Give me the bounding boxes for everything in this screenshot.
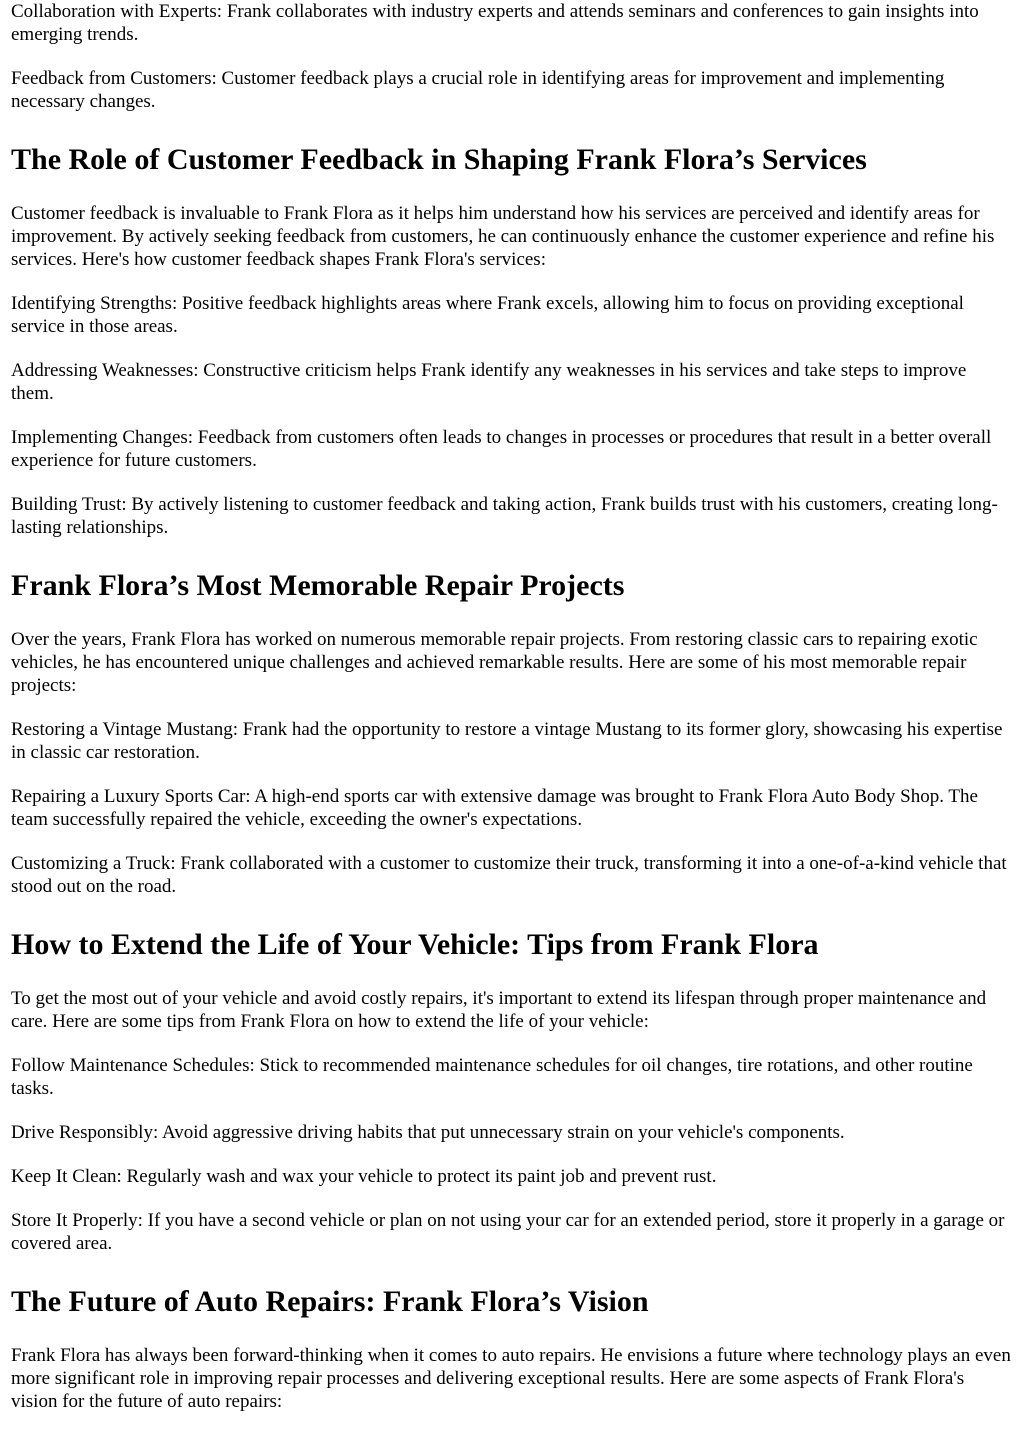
paragraph-building-trust: Building Trust: By actively listening to customer feedback and taking action, Frank builds trust with his customers, creating long-lasting relationships. — [11, 494, 998, 538]
paragraph-identifying-strengths: Identifying Strengths: Positive feedback highlights areas where Frank excels, allowing him to focus on providing exceptional service in those areas. — [11, 293, 964, 337]
heading-extend-vehicle-life: How to Extend the Life of Your Vehicle: Tips from Frank Flora — [11, 928, 819, 961]
paragraph-drive-responsibly: Drive Responsibly: Avoid aggressive driving habits that put unnecessary strain on your vehicle's components. — [11, 1122, 845, 1143]
paragraph-customizing-truck: Customizing a Truck: Frank collaborated with a customer to customize their truck, transforming it into a one-of-a-kind vehicle that stood out on the road. — [11, 853, 1007, 897]
paragraph-tips-intro: To get the most out of your vehicle and avoid costly repairs, it's important to extend its lifespan through proper maintenance and care. Here are some tips from Frank Flora on how to extend the life of your vehicle: — [11, 988, 987, 1032]
heading-customer-feedback: The Role of Customer Feedback in Shaping Frank Flora’s Services — [11, 143, 867, 176]
paragraph-vintage-mustang: Restoring a Vintage Mustang: Frank had the opportunity to restore a vintage Mustang to its former glory, showcasing his expertise in classic car restoration. — [11, 719, 1003, 763]
paragraph-keep-it-clean: Keep It Clean: Regularly wash and wax your vehicle to protect its paint job and prevent rust. — [11, 1166, 717, 1187]
heading-future-of-auto-repairs: The Future of Auto Repairs: Frank Flora’s Vision — [11, 1285, 649, 1318]
paragraph-collaboration-with-experts: Collaboration with Experts: Frank collaborates with industry experts and attends seminars and conferences to gain insights into emerging trends. — [11, 1, 979, 45]
paragraph-future-intro: Frank Flora has always been forward-thinking when it comes to auto repairs. He envisions a future where technology plays an even more significant role in improving repair processes and delivering exceptional results. Here are some aspects of Frank Flora's vision for the future of auto repairs: — [11, 1345, 1011, 1412]
paragraph-feedback-intro: Customer feedback is invaluable to Frank Flora as it helps him understand how his services are perceived and identify areas for improvement. By actively seeking feedback from customers, he can continuously enhance the customer experience and refine his services. Here's how customer feedback shapes Frank Flora's services: — [11, 203, 995, 270]
paragraph-implementing-changes: Implementing Changes: Feedback from customers often leads to changes in processes or procedures that result in a better overall experience for future customers. — [11, 427, 992, 471]
paragraph-store-it-properly: Store It Properly: If you have a second vehicle or plan on not using your car for an extended period, store it properly in a garage or covered area. — [11, 1210, 1005, 1254]
paragraph-feedback-from-customers: Feedback from Customers: Customer feedback plays a crucial role in identifying areas for improvement and implementing necessary changes. — [11, 68, 945, 112]
paragraph-projects-intro: Over the years, Frank Flora has worked on numerous memorable repair projects. From restoring classic cars to repairing exotic vehicles, he has encountered unique challenges and achieved remarkable results. Here are some of his most memorable repair projects: — [11, 629, 978, 696]
paragraph-addressing-weaknesses: Addressing Weaknesses: Constructive criticism helps Frank identify any weaknesses in his services and take steps to improve them. — [11, 360, 967, 404]
heading-memorable-projects: Frank Flora’s Most Memorable Repair Projects — [11, 569, 625, 602]
paragraph-luxury-sports-car: Repairing a Luxury Sports Car: A high-end sports car with extensive damage was brought to Frank Flora Auto Body Shop. The team successfully repaired the vehicle, exceeding the owner's expectations. — [11, 786, 978, 830]
paragraph-maintenance-schedules: Follow Maintenance Schedules: Stick to recommended maintenance schedules for oil changes, tire rotations, and other routine tasks. — [11, 1055, 973, 1099]
